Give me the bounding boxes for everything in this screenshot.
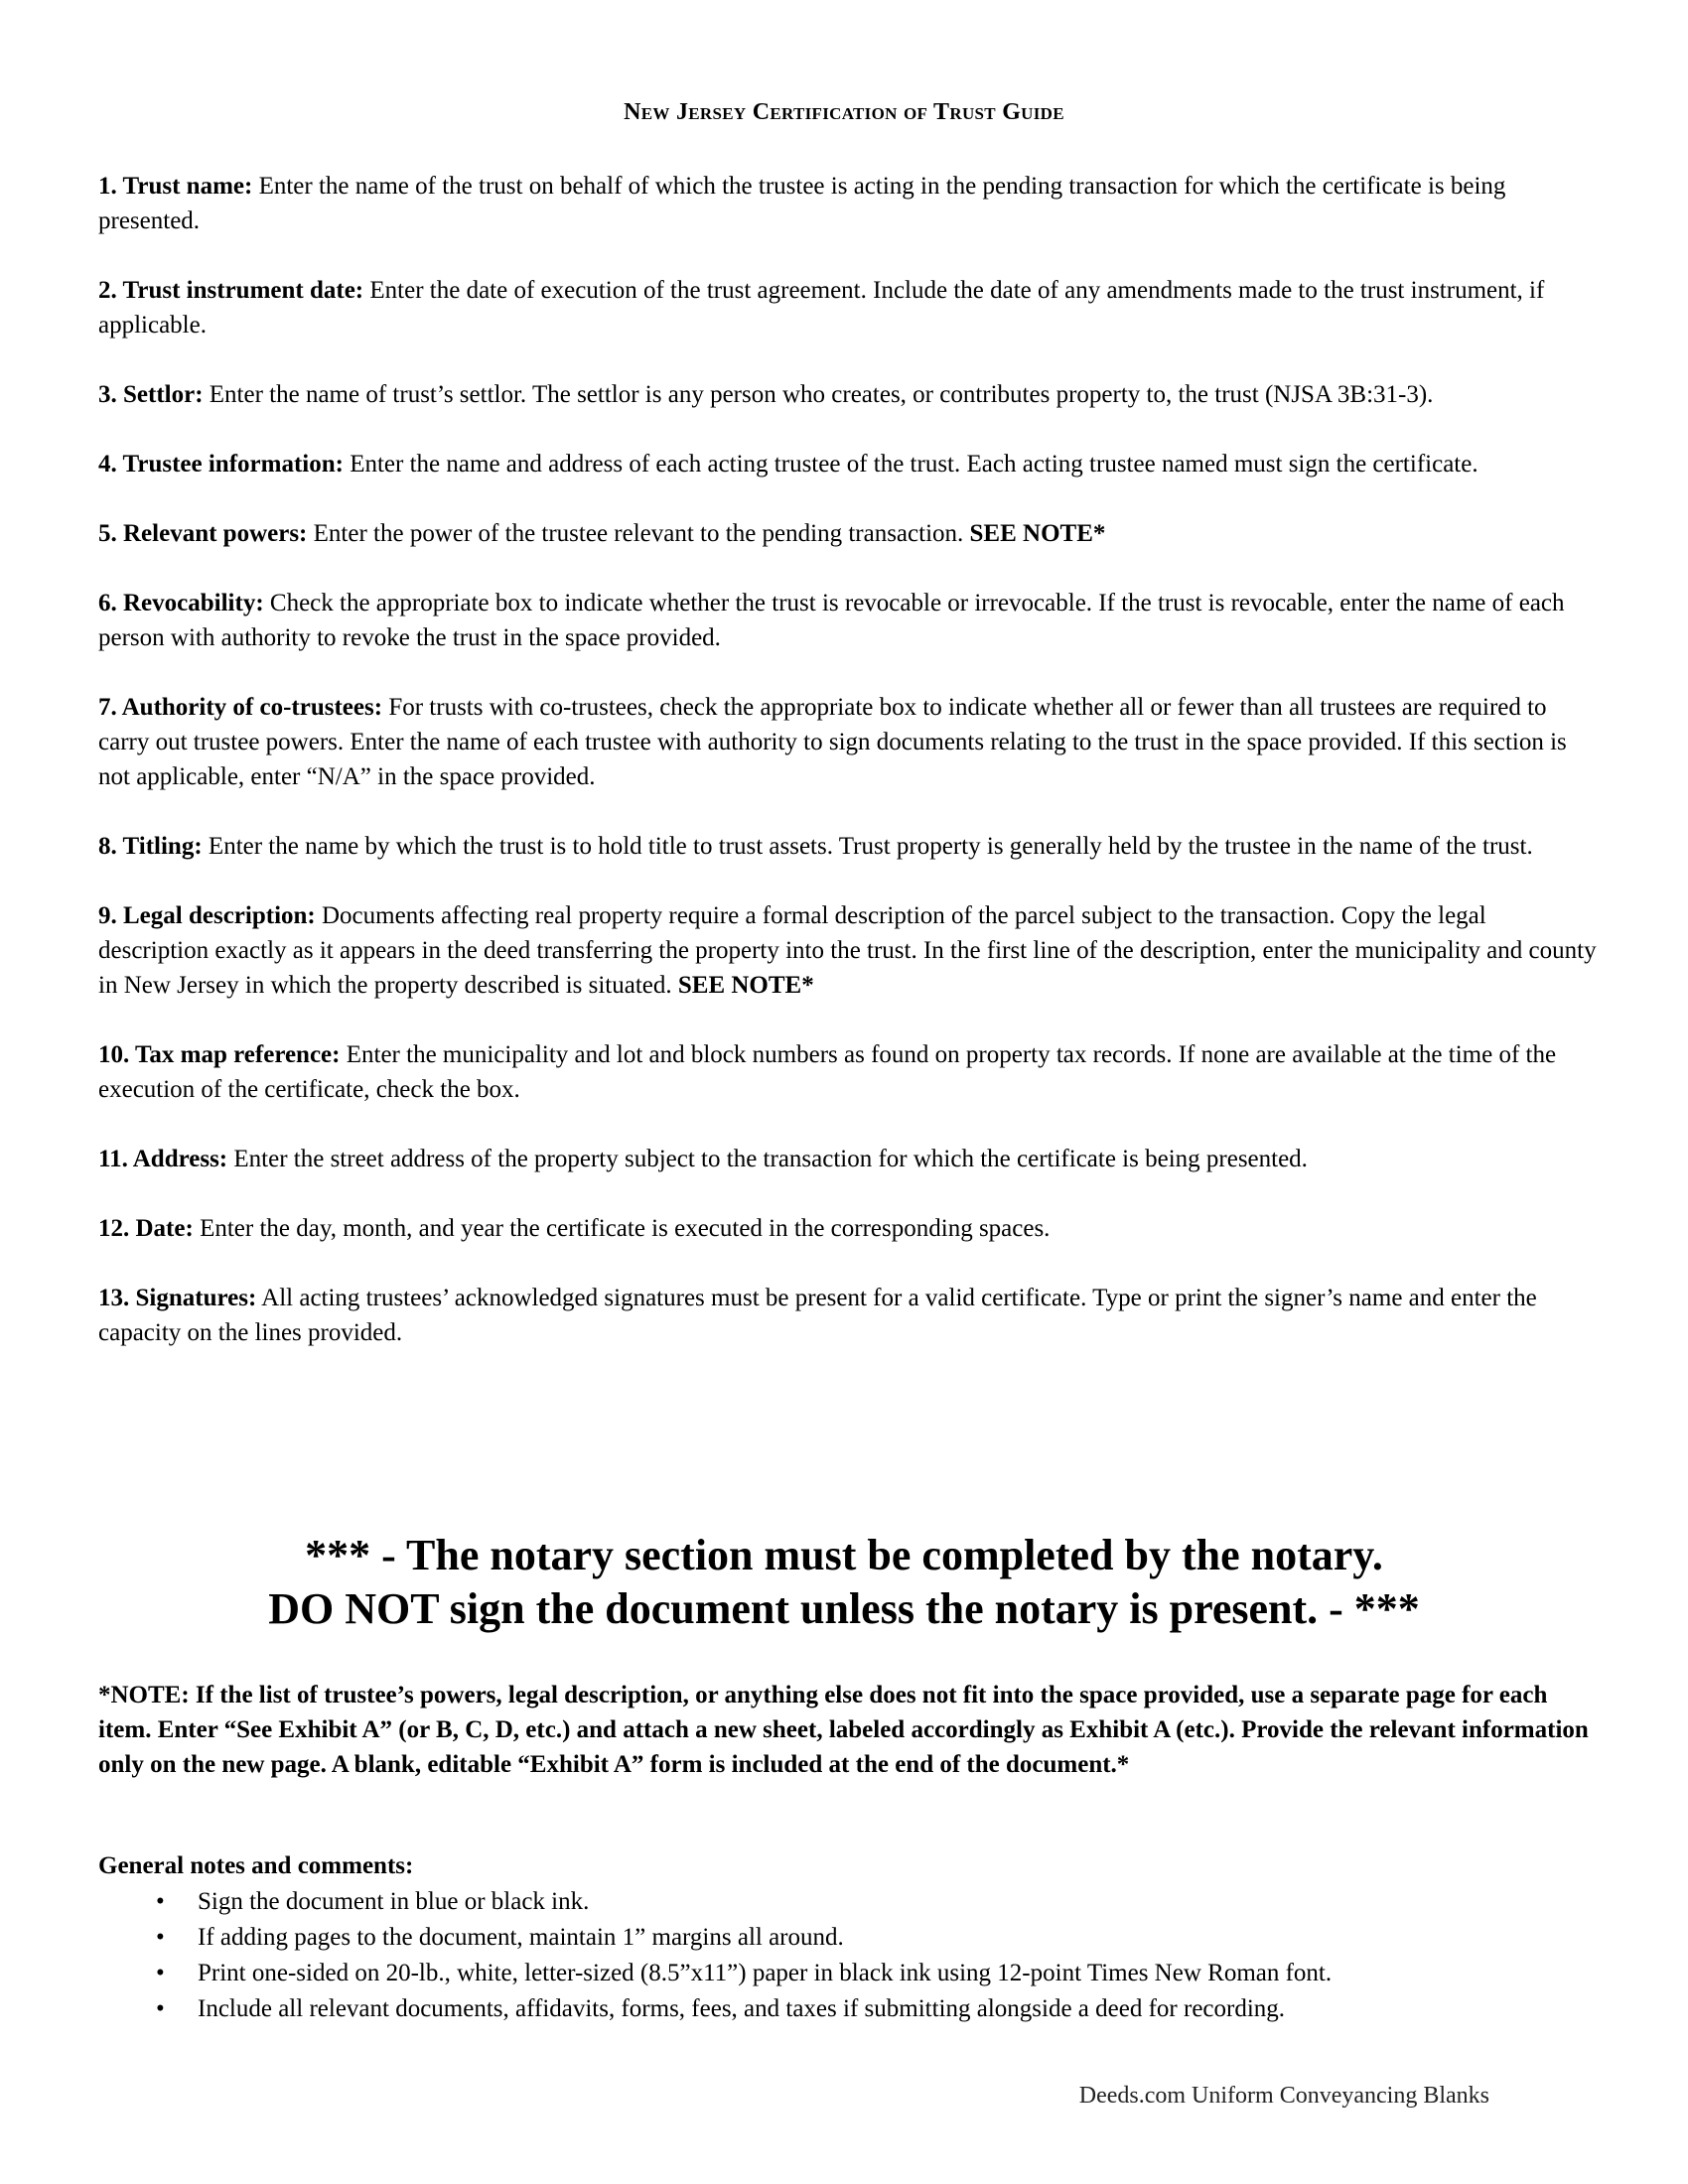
bullet-icon: •	[156, 1995, 165, 2022]
item-label: 13. Signatures:	[98, 1285, 257, 1311]
guide-items	[98, 169, 1598, 1385]
item-label: 10. Tax map reference:	[98, 1041, 341, 1068]
item-text: Enter the power of the trustee relevant to the pending transaction.	[307, 520, 970, 547]
notary-warning-line-1: *** - The notary section must be completed by the notary.	[305, 1531, 1383, 1579]
item-text: Enter the name and address of each acting trustee of the trust. Each acting trustee named must sign the certificate.	[343, 451, 1478, 478]
page-title: New Jersey Certification of Trust Guide	[624, 99, 1064, 125]
guide-item-7	[98, 690, 1598, 794]
guide-item-3	[98, 377, 1598, 412]
guide-item-13	[98, 1281, 1598, 1350]
item-label: 9. Legal description:	[98, 902, 316, 929]
guide-item-6	[98, 586, 1598, 655]
general-notes-list	[98, 1884, 1598, 2027]
item-text: For trusts with co-trustees, check the appropriate box to indicate whether all or fewer than all trustees are required to carry out trustee powers. Enter the name of each trustee with authority to sign documents relating to the trust in the space provided. If this section is not applicable, enter “N/A” in the space provided.	[98, 694, 1567, 790]
item-text: Enter the municipality and lot and block numbers as found on property tax records. If none are available at the time of the execution of the certificate, check the box.	[98, 1041, 1557, 1103]
item-label: 6. Revocability:	[98, 590, 264, 616]
exhibit-note: *NOTE: If the list of trustee’s powers, legal description, or anything else does not fit into the space provided, use a separate page for each item. Enter “See Exhibit A” (or B, C, D, etc.) and attach a new sheet, labeled accordingly as Exhibit A (etc.). Provide the relevant information only on the new page. A blank, editable “Exhibit A” form is included at the end of the document.*	[98, 1682, 1589, 1778]
item-text: Documents affecting real property require a formal description of the parcel subject to the transaction. Copy the legal description exactly as it appears in the deed transferring the property into the trust. In the first line of the description, enter the municipality and county in New Jersey in which the property described is situated.	[98, 902, 1597, 999]
guide-item-1	[98, 169, 1598, 238]
guide-item-10	[98, 1037, 1598, 1107]
item-label: 5. Relevant powers:	[98, 520, 308, 547]
item-text: Enter the street address of the property subject to the transaction for which the certificate is being presented.	[227, 1146, 1308, 1172]
list-item-text: Sign the document in blue or black ink.	[198, 1888, 590, 1915]
bullet-icon: •	[156, 1924, 165, 1951]
bullet-icon: •	[156, 1960, 165, 1986]
item-label: 4. Trustee information:	[98, 451, 344, 478]
list-item	[98, 1991, 1598, 2027]
general-notes-heading: General notes and comments:	[98, 1852, 414, 1879]
item-label: 3. Settlor:	[98, 381, 204, 408]
bullet-icon: •	[156, 1888, 165, 1915]
guide-item-12	[98, 1211, 1598, 1246]
item-text: Enter the name by which the trust is to hold title to trust assets. Trust property is generally held by the trustee in the name of the trust.	[202, 833, 1533, 860]
notary-warning	[0, 1529, 1688, 1636]
page-footer: Deeds.com Uniform Conveyancing Blanks	[1078, 2083, 1489, 2109]
list-item	[98, 1920, 1598, 1956]
general-notes	[98, 1848, 1598, 2027]
item-note-ref: SEE NOTE*	[969, 520, 1106, 547]
guide-item-8	[98, 829, 1598, 864]
guide-item-5	[98, 516, 1598, 551]
item-label: 11. Address:	[98, 1146, 228, 1172]
list-item	[98, 1884, 1598, 1920]
notary-warning-line-2: DO NOT sign the document unless the notary is present. - ***	[268, 1584, 1420, 1633]
item-text: Check the appropriate box to indicate whether the trust is revocable or irrevocable. If the trust is revocable, enter the name of each person with authority to revoke the trust in the space provided.	[98, 590, 1565, 651]
item-text: Enter the name of trust’s settlor. The settlor is any person who creates, or contributes property to, the trust (NJSA 3B:31-3).	[203, 381, 1434, 408]
item-note-ref: SEE NOTE*	[677, 972, 814, 999]
list-item	[98, 1956, 1598, 1991]
list-item-text: If adding pages to the document, maintain 1” margins all around.	[198, 1924, 844, 1951]
list-item-text: Include all relevant documents, affidavits, forms, fees, and taxes if submitting alongside a deed for recording.	[198, 1995, 1286, 2022]
guide-item-4	[98, 447, 1598, 481]
guide-item-11	[98, 1142, 1598, 1176]
guide-item-2	[98, 273, 1598, 342]
item-text: Enter the name of the trust on behalf of which the trustee is acting in the pending transaction for which the certificate is being presented.	[98, 173, 1506, 234]
item-text: Enter the date of execution of the trust agreement. Include the date of any amendments made to the trust instrument, if applicable.	[98, 277, 1545, 339]
item-label: 7. Authority of co-trustees:	[98, 694, 383, 721]
item-text: All acting trustees’ acknowledged signatures must be present for a valid certificate. Type or print the signer’s name and enter the capacity on the lines provided.	[98, 1285, 1537, 1346]
item-label: 1. Trust name:	[98, 173, 253, 200]
item-label: 2. Trust instrument date:	[98, 277, 364, 304]
list-item-text: Print one-sided on 20-lb., white, letter-sized (8.5”x11”) paper in black ink using 12-point Times New Roman font.	[198, 1960, 1333, 1986]
item-label: 8. Titling:	[98, 833, 203, 860]
item-text: Enter the day, month, and year the certificate is executed in the corresponding spaces.	[193, 1215, 1051, 1242]
guide-item-9	[98, 898, 1598, 1003]
item-label: 12. Date:	[98, 1215, 194, 1242]
